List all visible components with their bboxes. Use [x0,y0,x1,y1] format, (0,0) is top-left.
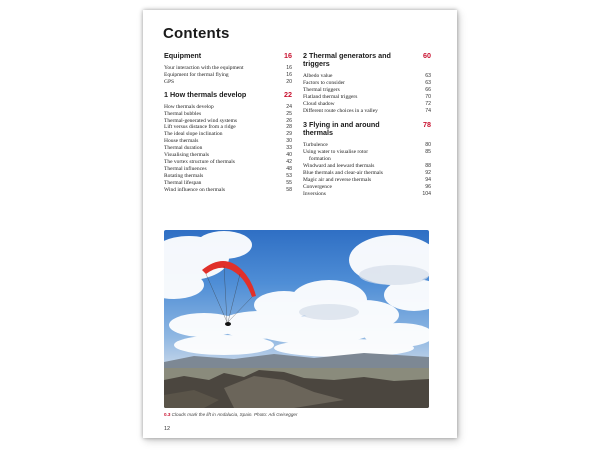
entry-title: Thermal bubbles [164,110,202,117]
entry-title: Lift versus distance from a ridge [164,124,236,131]
toc-entry [164,79,292,86]
entry-title: Magic air and reverse thermals [303,176,372,183]
toc-entry [303,156,431,163]
entry-title: Using water to visualise rotor [303,149,369,156]
entry-title: formation [309,156,331,163]
page-ref: 96 [425,183,431,190]
toc-entry [164,131,292,138]
page-ref: 48 [286,165,292,172]
toc-entry [164,111,292,118]
page-ref: 24 [286,103,292,110]
toc-right-column [303,52,431,198]
page-ref: 70 [425,93,431,100]
toc-entry [164,72,292,79]
page-ref: 22 [284,89,292,99]
page-ref: 66 [425,86,431,93]
section-title: 1 How thermals develop [164,89,247,99]
entry-title: Your interaction with the equipment [164,65,244,71]
toc-entry [164,152,292,159]
page-ref: 94 [425,176,431,183]
photo-caption [164,412,297,417]
page-ref: 80 [425,142,431,149]
toc-entry [303,87,431,94]
toc-entry [303,142,431,149]
entry-title: Visualising thermals [164,152,210,159]
toc-section-heading [303,52,431,68]
entry-title: Convergence [303,183,332,190]
entry-title: Flatland thermal triggers [303,93,358,100]
entry-title: Thermal lifespan [164,179,202,186]
page-ref: 53 [286,172,292,179]
entry-title: Turbulence [303,142,328,149]
entry-title: Blue thermals and clear-air thermals [303,170,383,177]
toc-entry [303,94,431,101]
page-ref: 60 [423,51,431,60]
toc-entry [164,166,292,173]
page-ref: 16 [286,65,292,71]
entry-title: Windward and leeward thermals [303,163,375,170]
page-ref: 63 [425,73,431,79]
toc-entry [164,159,292,166]
page-ref: 104 [422,190,431,197]
page-ref: 85 [425,149,431,156]
toc-entry [303,184,431,191]
page-ref: 58 [286,186,292,193]
toc-entry [164,187,292,194]
toc-section-heading [164,91,292,99]
page-title: Contents [163,25,230,42]
paragliding-photo [164,230,429,408]
section-title: 2 Thermal generators and triggers [303,51,391,68]
entry-title: How thermals develop [164,103,214,110]
page-ref: 29 [286,131,292,138]
section-title: 3 Flying in and around thermals [303,120,380,138]
page-number: 12 [164,426,171,432]
caption-text: Clouds mark the lift in Andalucia, Spain. Photo: Adi Geisegger [171,412,298,417]
photo-illustration [164,230,429,408]
toc-section-heading [303,121,431,137]
entry-title: The ideal slope inclination [164,131,223,138]
toc-entry [164,145,292,152]
page-ref: 88 [425,163,431,170]
entry-title: Thermal-generated wind systems [164,117,238,124]
page-ref: 25 [286,110,292,117]
toc-entry [164,124,292,131]
entry-title: Thermal duration [164,145,203,152]
page-ref: 30 [286,138,292,145]
page-ref: 33 [286,145,292,152]
toc-left-column [164,52,292,194]
entry-title: GPS [164,78,175,85]
entry-title: Different route choices in a valley [303,107,378,114]
toc-entry [303,177,431,184]
toc-entry [303,73,431,80]
toc-entry [164,65,292,72]
page-ref: 20 [286,78,292,85]
page-ref: 55 [286,179,292,186]
page-ref: 40 [286,152,292,159]
page-ref: 63 [425,79,431,86]
toc-entry [164,180,292,187]
page-ref: 78 [423,120,431,130]
toc-section-heading [164,52,292,60]
entry-title: Thermal influences [164,165,207,172]
page-ref: 42 [286,158,292,165]
entry-title: Factors to consider [303,79,345,86]
entry-title: Albedo value [303,73,333,79]
toc-entry [303,163,431,170]
book-page [143,10,457,438]
page-ref: 16 [284,51,292,60]
toc-entry [303,108,431,115]
entry-title: The vortex structure of thermals [164,158,235,165]
caption-number: 0.3 [164,412,171,417]
toc-entry [164,138,292,145]
entry-title: Rotating thermals [164,172,204,179]
page-ref: 26 [286,117,292,124]
entry-title: Equipment for thermal flying [164,71,229,78]
toc-entry [303,101,431,108]
toc-entry [303,191,431,198]
page-ref: 74 [425,107,431,114]
toc-entry [164,104,292,111]
section-title: Equipment [164,51,202,60]
page-ref: 92 [425,170,431,177]
entry-title: House thermals [164,138,199,145]
toc-entry [303,80,431,87]
entry-title: Cloud shadow [303,100,335,107]
entry-title: Wind influence on thermals [164,186,226,193]
page-ref: 16 [286,71,292,78]
entry-title: Inversions [303,190,326,197]
page-ref: 28 [286,124,292,131]
entry-title: Thermal triggers [303,86,340,93]
toc-entry [164,173,292,180]
toc-entry [303,170,431,177]
page-ref: 72 [425,100,431,107]
